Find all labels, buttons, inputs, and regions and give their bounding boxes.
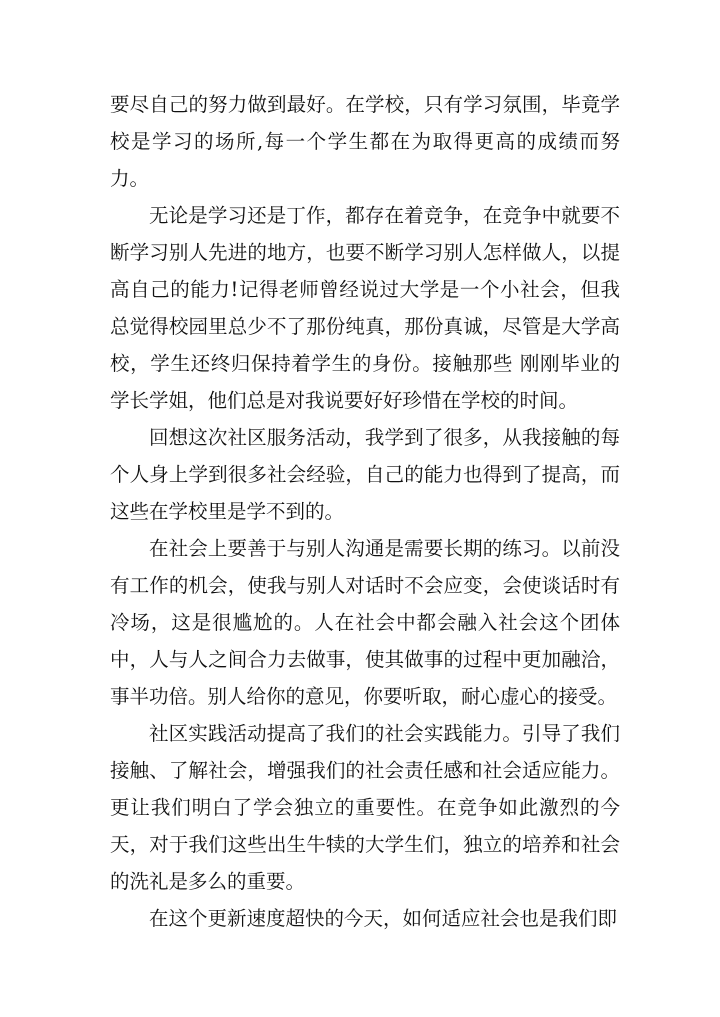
paragraph-1: 要尽自己的努力做到最好。在学校，只有学习氛围，毕竟学校是学习的场所,每一个学生都在为取得更高的成绩而努力。 <box>110 93 620 190</box>
paragraph-5: 社区实践活动提高了我们的社会实践能力。引导了我们接触、了解社会，增强我们的社会责任感和社会适应能力。更让我们明白了学会独立的重要性。在竞争如此激烈的今天，对于我们这些出生牛犊的大学生们，独立的培养和社会的洗礼是多么的重要。 <box>110 722 620 893</box>
paragraph-4: 在社会上要善于与别人沟通是需要长期的练习。以前没有工作的机会，使我与别人对话时不会应变，会使谈话时有冷场，这是很尴尬的。人在社会中都会融入社会这个团体中，人与人之间合力去做事，使其做事的过程中更加融洽，事半功倍。别人给你的意见，你要听取，耐心虚心的接受。 <box>110 537 620 708</box>
document-body <box>110 86 620 937</box>
paragraph-6: 在这个更新速度超快的今天，如何适应社会也是我们即 <box>149 907 618 930</box>
paragraph-2: 无论是学习还是丁作，都存在着竞争，在竞争中就要不断学习别人先进的地方，也要不断学习别人怎样做人，以提高自己的能力!记得老师曾经说过大学是一个小社会，但我总觉得校园里总少不了那份纯真，那份真诚，尽管是大学高校，学生还终归保持着学生的身份。接触那些 刚刚毕业的学长学姐，他们总是对我说要好好珍惜在学校的时间。 <box>110 204 620 412</box>
paragraph-3: 回想这次社区服务活动，我学到了很多，从我接触的每个人身上学到很多社会经验，自己的能力也得到了提高，而这些在学校里是学不到的。 <box>110 426 620 523</box>
